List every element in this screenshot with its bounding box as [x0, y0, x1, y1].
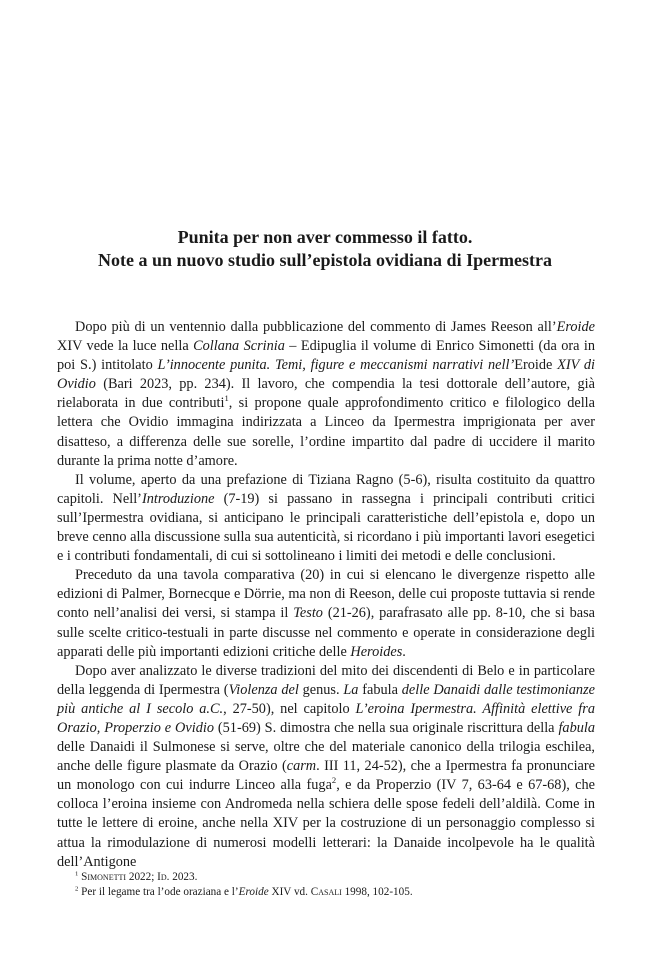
article-title-line-1: Punita per non aver commesso il fatto.	[177, 227, 473, 247]
small-caps-text: Casali	[310, 885, 342, 898]
italic-text: Violenza del	[228, 681, 299, 698]
italic-text: XIV di Ovidio	[57, 357, 595, 393]
italic-text: fabula	[558, 719, 595, 736]
text-run: . 2023.	[166, 871, 198, 883]
italic-text: L’eroina Ipermestra. Affinità elettive fra Orazio, Properzio e Ovidio	[57, 700, 595, 736]
text-run: Il volume, aperto da una prefazione di Tiziana Ragno (5-6), risulta costituito da quattro capitoli. Nell’	[57, 471, 595, 507]
article-body	[57, 318, 595, 872]
italic-text: L’innocente punita. Temi, figure e meccanismi narrativi nell’	[157, 357, 515, 374]
text-run: (7-19) si passano in rassegna i principali contributi critici sull’Ipermestra ovidiana, si anticipano le principali caratteristiche dell’epistola e, dopo un breve cenno alla discussione sulla sua autenticità, si ricordano i più importanti lavori esegetici e i contributi fondamentali, di cui si sottolineano i limiti dei metodi e delle conclusioni.	[57, 490, 595, 565]
italic-text: Introduzione	[141, 490, 215, 507]
footnotes	[57, 870, 595, 899]
footnote	[75, 870, 595, 885]
italic-text: Eroide	[556, 319, 595, 335]
text-run: Dopo più di un ventennio dalla pubblicazione del commento di James Reeson all’	[75, 319, 557, 335]
text-run: (Bari 2023, pp. 234). Il lavoro, che compendia la tesi dottorale dell’autore, già rielaborata in due contributi	[57, 376, 595, 412]
text-run: .	[402, 643, 406, 660]
text-run: , si propone quale approfondimento critico e filologico della lettera che Ovidio immagina indirizzata a Linceo da Ipermestra imprigionata per aver disatteso, a differenza delle sue sorelle, l’ordine impartito dal padre di uccidere il marito durante la prima notte d’amore.	[57, 395, 595, 469]
body-paragraph	[57, 318, 595, 471]
text-run: , e da Properzio (IV 7, 63-64 e 67-68), che colloca l’eroina insieme con Andromeda nella schiera delle spose fedeli dell’aldilà. Come in tutte le lettere di eroine, anche nella XIV per la costruzione di un personaggio complesso si attua la rimodulazione di numerosi modelli letterari: la Danaide incolpevole ha le qualità dell’Antigone	[57, 777, 595, 870]
text-run: genus.	[298, 681, 344, 698]
italic-text: La	[343, 681, 359, 698]
text-run: Dopo aver analizzato le diverse tradizioni del mito dei discendenti di Belo e in particolare della leggenda di Ipermestra (	[57, 662, 595, 698]
body-paragraph	[57, 471, 595, 566]
footnote-marker: 2	[331, 775, 337, 786]
footnote-marker: 1	[75, 870, 79, 878]
text-run: XIV vd.	[268, 885, 311, 898]
footnote-marker: 1	[224, 393, 229, 404]
text-run: Per il legame tra l’ode oraziana e l’	[78, 885, 239, 898]
text-run: XIV vede la luce nella	[57, 338, 194, 355]
text-run: fabula	[358, 681, 402, 698]
italic-text: Eroide	[238, 885, 269, 898]
italic-text: Collana Scrinia	[193, 338, 285, 355]
italic-text: Testo	[293, 605, 323, 622]
italic-text: carm	[286, 758, 317, 775]
body-paragraph	[57, 662, 595, 872]
text-run: 1998, 102-105.	[341, 885, 413, 898]
text-run: . III 11, 24-52), che a Ipermestra fa pronunciare un monologo con cui indurre Linceo alla fuga	[57, 758, 596, 794]
italic-text: delle Danaidi dalle testimonianze più antiche al I secolo a.C.	[57, 681, 595, 717]
footnote	[75, 885, 595, 900]
text-run: delle Danaidi il Sulmonese si serve, oltre che del materiale canonico della trilogia eschilea, anche delle figure plasmate da Orazio (	[57, 739, 595, 775]
article-title-line-2: Note a un nuovo studio sull’epistola ovidiana di Ipermestra	[97, 250, 553, 270]
text-run: (51-69) S. dimostra che nella sua originale riscrittura della	[213, 719, 559, 736]
small-caps-text: Id	[157, 871, 167, 883]
text-run: (21-26), parafrasato alle pp. 8-10, che si basa sulle scelte critico-testuali in parte discusse nel commento e operate in considerazione degli apparati delle più importanti edizioni critiche delle	[57, 605, 595, 660]
text-run: Eroide	[514, 357, 553, 374]
text-run: Preceduto da una tavola comparativa (20) in cui si elencano le divergenze rispetto alle edizioni di Palmer, Bornecque e Dörrie, ma non di Reeson, delle cui proposte tuttavia si rende conto nell’analisi dei versi, si stampa il	[57, 567, 595, 622]
text-run: 2022;	[126, 871, 158, 883]
text-run: – Edipuglia il volume di Enrico Simonetti (da ora in poi S.) intitolato	[57, 338, 595, 374]
footnote-marker: 2	[75, 884, 79, 892]
article-title	[0, 226, 650, 272]
text-run: , 27-50), nel capitolo	[223, 700, 356, 717]
italic-text: Heroides	[350, 643, 403, 660]
body-paragraph	[57, 566, 595, 661]
small-caps-text: Simonetti	[81, 871, 127, 883]
